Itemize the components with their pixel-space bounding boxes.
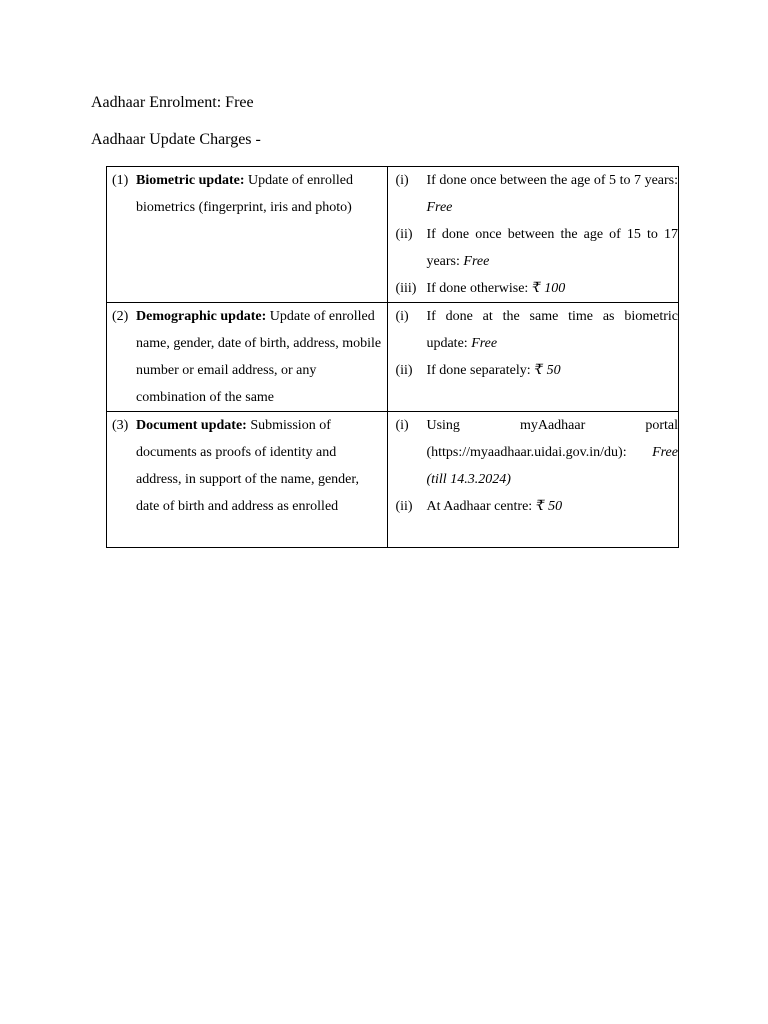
condition-text: If done separately:	[426, 363, 535, 378]
update-title: Document update:	[136, 418, 247, 433]
condition-text: Using myAadhaar portal (https://myaadhaar.uidai.gov.in/du):	[426, 418, 678, 460]
table-row	[107, 412, 679, 548]
item-number: (iii)	[395, 281, 417, 296]
item-text	[426, 357, 678, 384]
update-title: Biometric update:	[136, 173, 245, 188]
update-detail: Update of enrolled name, gender, date of birth, address, mobile number or email address, or any combination of the same	[136, 309, 382, 405]
condition-text: If done at the same time as biometric update:	[426, 309, 678, 351]
table-row	[107, 303, 679, 412]
charges-cell	[388, 303, 679, 412]
condition-text: At Aadhaar centre:	[426, 499, 536, 514]
item-text	[426, 167, 678, 221]
update-description	[136, 412, 383, 520]
condition-text: If done otherwise:	[426, 281, 532, 296]
item-number: (i)	[395, 418, 409, 433]
list-item	[395, 493, 678, 520]
update-detail: Submission of documents as proofs of identity and address, in support of the name, gender, date of birth and address as enrolled	[136, 418, 359, 514]
update-title: Demographic update:	[136, 309, 267, 324]
row-number: (3)	[112, 418, 129, 433]
update-charges-heading: Aadhaar Update Charges -	[91, 131, 261, 148]
item-text	[426, 493, 678, 520]
charge-value: ₹ 50	[534, 363, 561, 378]
item-number: (ii)	[395, 227, 413, 242]
update-type-cell	[107, 412, 388, 548]
item-text	[426, 275, 678, 302]
item-text	[426, 221, 678, 275]
charges-cell	[388, 167, 679, 303]
update-detail: Update of enrolled biometrics (fingerprint, iris and photo)	[136, 173, 353, 215]
item-number: (i)	[395, 173, 409, 188]
update-description	[136, 167, 383, 221]
item-number: (ii)	[395, 499, 413, 514]
update-charges-table	[106, 166, 679, 548]
update-description	[136, 303, 383, 411]
condition-text: If done once between the age of 15 to 17 years:	[426, 227, 678, 269]
enrolment-heading: Aadhaar Enrolment: Free	[91, 94, 254, 111]
list-item	[395, 303, 678, 357]
charges-cell	[388, 412, 679, 548]
charge-value: Free	[471, 336, 498, 351]
update-type-cell	[107, 167, 388, 303]
charge-value: Free	[426, 200, 453, 215]
condition-text: If done once between the age of 5 to 7 years:	[426, 173, 678, 188]
list-item	[395, 357, 678, 384]
table-row	[107, 167, 679, 303]
charge-value: ₹ 50	[535, 499, 563, 514]
update-type-cell	[107, 303, 388, 412]
list-item	[395, 412, 678, 493]
charge-value: Free	[463, 254, 490, 269]
list-item	[395, 275, 678, 302]
row-number: (2)	[112, 309, 129, 324]
list-item	[395, 167, 678, 221]
item-number: (i)	[395, 309, 409, 324]
row-number: (1)	[112, 173, 129, 188]
item-text	[426, 303, 678, 357]
item-number: (ii)	[395, 363, 413, 378]
charge-value: ₹ 100	[531, 281, 566, 296]
list-item	[395, 221, 678, 275]
item-text	[426, 412, 678, 493]
charge-value: Free (till 14.3.2024)	[426, 445, 678, 487]
